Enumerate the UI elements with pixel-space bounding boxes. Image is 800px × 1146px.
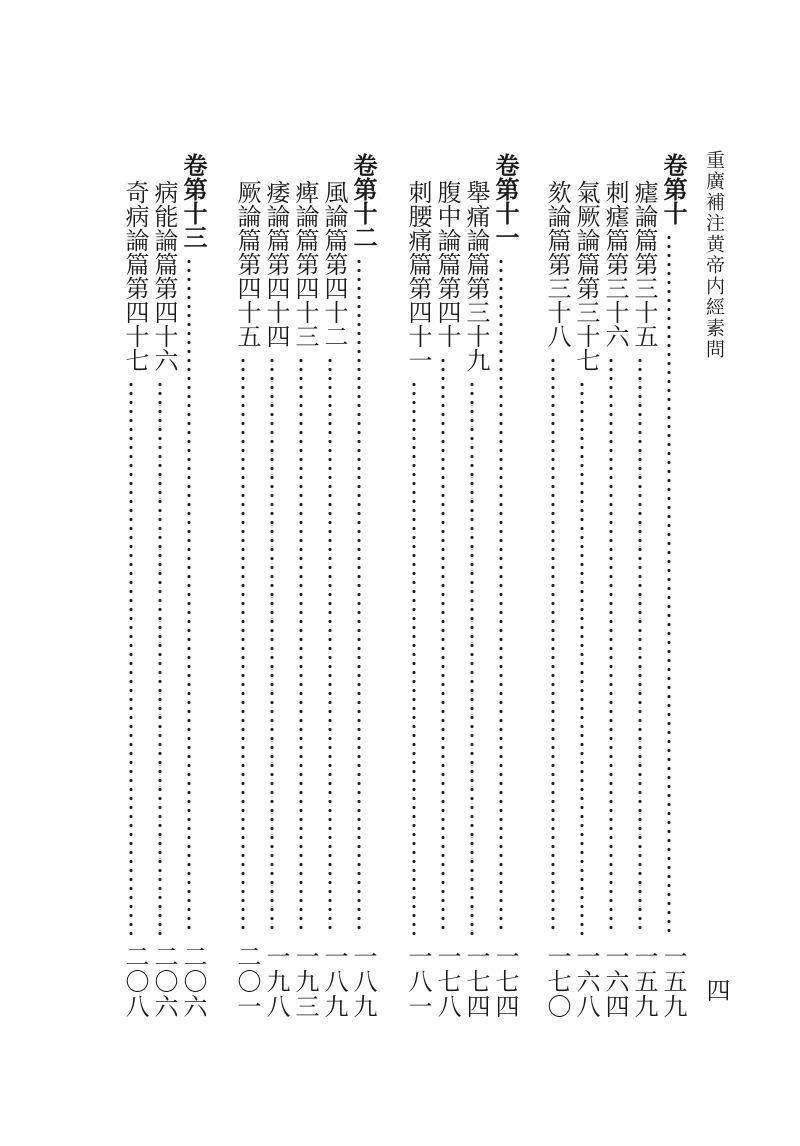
toc-page-number: 一八九 [349,944,377,1019]
toc-page-number: 二〇六 [179,944,207,1019]
leader-dots [499,257,503,935]
toc-page-number: 二〇一 [233,944,261,1019]
leader-dots [580,380,584,935]
leader-dots [187,257,191,935]
toc-chapter-column [230,0,262,1146]
running-title: 重廣補注黄帝内經素問 [703,150,725,360]
chapter-title: 腹中論篇第四十 [433,180,461,348]
toc-page-number: 一九八 [262,944,290,1019]
toc-page-number: 一七八 [433,944,461,1019]
volume-title: 卷第十二 [349,153,377,249]
leader-dots [609,356,613,935]
leader-dots [470,380,474,935]
leader-dots [129,380,133,935]
chapter-title: 刺腰痛篇第四十一 [404,180,432,372]
toc-page-number: 一六八 [572,944,600,1019]
toc-page-number: 一七〇 [543,944,571,1019]
chapter-title: 病能論篇第四十六 [150,180,178,372]
chapter-title: 奇病論篇第四十七 [121,180,149,372]
chapter-title: 瘧論篇第三十五 [630,180,658,348]
chapter-title: 厥論篇第四十五 [233,180,261,348]
chapter-title: 痿論篇第四十四 [262,180,290,348]
toc-page-number: 二〇六 [150,944,178,1019]
toc-chapter-column [118,0,150,1146]
chapter-title: 刺瘧篇第三十六 [601,180,629,348]
leader-dots [357,257,361,935]
leader-dots [441,356,445,935]
leader-dots [667,233,671,935]
volume-title: 卷第十三 [179,153,207,249]
toc-chapter-column [401,0,433,1146]
leader-dots [328,356,332,935]
leader-dots [241,356,245,935]
page-number: 四 [702,978,730,1002]
toc-page-number: 一七四 [491,944,519,1019]
toc-page-number: 一八一 [404,944,432,1019]
toc-page-number: 一八九 [320,944,348,1019]
volume-title: 卷第十一 [491,153,519,249]
toc-page-number: 一九三 [291,944,319,1019]
leader-dots [158,380,162,935]
volume-title: 卷第十 [659,153,687,225]
toc-page-number: 二〇八 [121,944,149,1019]
toc-chapter-column [540,0,572,1146]
chapter-title: 氣厥論篇第三十七 [572,180,600,372]
leader-dots [551,356,555,935]
chapter-title: 舉痛論篇第三十九 [462,180,490,372]
toc-page-number: 一五九 [659,944,687,1019]
chapter-title: 欬論篇第三十八 [543,180,571,348]
toc-page-number: 一五九 [630,944,658,1019]
toc-page-number: 一六四 [601,944,629,1019]
leader-dots [270,356,274,935]
chapter-title: 痺論篇第四十三 [291,180,319,348]
leader-dots [412,380,416,935]
chapter-title: 風論篇第四十二 [320,180,348,348]
toc-page-number: 一七四 [462,944,490,1019]
leader-dots [299,356,303,935]
leader-dots [638,356,642,935]
